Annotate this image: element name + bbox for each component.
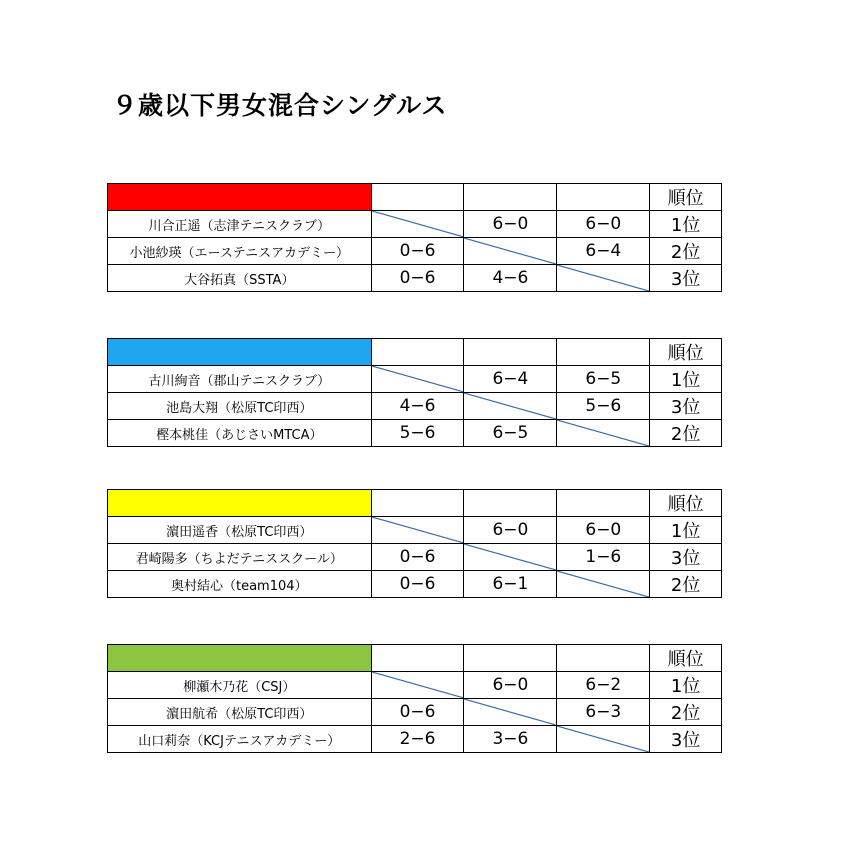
diagonal-line — [557, 571, 649, 597]
table-row — [108, 238, 722, 265]
table-header-row — [108, 645, 722, 672]
player-name: 池島大翔（松原TC印西） — [108, 393, 372, 420]
group-color-header — [108, 339, 372, 366]
self-match-diagonal-cell — [371, 366, 464, 393]
group-table-4 — [107, 644, 722, 749]
diagonal-line — [557, 726, 649, 752]
self-match-diagonal-cell — [371, 672, 464, 699]
match-score: 6−2 — [557, 672, 650, 699]
match-score: 6−0 — [464, 211, 557, 238]
player-rank: 3位 — [650, 393, 722, 420]
match-score: 6−0 — [464, 672, 557, 699]
diagonal-line — [557, 265, 649, 291]
round-robin-table — [107, 183, 722, 292]
self-match-diagonal-cell — [557, 571, 650, 598]
table-header-row — [108, 339, 722, 366]
match-score: 0−6 — [371, 238, 464, 265]
player-name: 君崎陽多（ちよだテニススクール） — [108, 544, 372, 571]
diagonal-line — [464, 393, 556, 419]
player-rank: 2位 — [650, 420, 722, 447]
page-title: ９歳以下男女混合シングルス — [112, 91, 448, 120]
player-rank: 1位 — [650, 517, 722, 544]
player-name: 柳瀬木乃花（CSJ） — [108, 672, 372, 699]
group-table-2 — [107, 338, 722, 443]
table-row — [108, 517, 722, 544]
match-score: 2−6 — [371, 726, 464, 753]
opponent-header-cell — [371, 645, 464, 672]
player-rank: 2位 — [650, 571, 722, 598]
table-header-row — [108, 490, 722, 517]
group-color-header — [108, 645, 372, 672]
match-score: 6−0 — [557, 517, 650, 544]
opponent-header-cell — [464, 490, 557, 517]
diagonal-line — [464, 699, 556, 725]
opponent-header-cell — [464, 184, 557, 211]
self-match-diagonal-cell — [464, 238, 557, 265]
match-score: 0−6 — [371, 544, 464, 571]
player-name: 小池紗瑛（エーステニスアカデミー） — [108, 238, 372, 265]
match-score: 6−1 — [464, 571, 557, 598]
diagonal-line — [372, 517, 464, 543]
match-score: 0−6 — [371, 265, 464, 292]
match-score: 3−6 — [464, 726, 557, 753]
opponent-header-cell — [371, 184, 464, 211]
player-name: 大谷拓真（SSTA） — [108, 265, 372, 292]
player-rank: 1位 — [650, 366, 722, 393]
diagonal-line — [464, 544, 556, 570]
round-robin-table — [107, 644, 722, 753]
match-score: 0−6 — [371, 699, 464, 726]
table-row — [108, 544, 722, 571]
table-row — [108, 699, 722, 726]
match-score: 6−3 — [557, 699, 650, 726]
table-header-row — [108, 184, 722, 211]
diagonal-line — [372, 211, 464, 237]
player-rank: 2位 — [650, 699, 722, 726]
match-score: 1−6 — [557, 544, 650, 571]
diagonal-line — [372, 366, 464, 392]
group-color-header — [108, 490, 372, 517]
self-match-diagonal-cell — [371, 517, 464, 544]
player-rank: 3位 — [650, 265, 722, 292]
player-name: 濵田遥香（松原TC印西） — [108, 517, 372, 544]
match-score: 4−6 — [464, 265, 557, 292]
match-score: 5−6 — [557, 393, 650, 420]
rank-header: 順位 — [650, 339, 722, 366]
rank-header: 順位 — [650, 490, 722, 517]
player-rank: 3位 — [650, 726, 722, 753]
match-score: 6−5 — [464, 420, 557, 447]
table-row — [108, 366, 722, 393]
self-match-diagonal-cell — [371, 211, 464, 238]
player-name: 川合正遥（志津テニスクラブ） — [108, 211, 372, 238]
round-robin-table — [107, 489, 722, 598]
player-rank: 2位 — [650, 238, 722, 265]
match-score: 6−5 — [557, 366, 650, 393]
self-match-diagonal-cell — [464, 393, 557, 420]
match-score: 0−6 — [371, 571, 464, 598]
table-row — [108, 393, 722, 420]
diagonal-line — [557, 420, 649, 446]
self-match-diagonal-cell — [557, 726, 650, 753]
table-row — [108, 571, 722, 598]
self-match-diagonal-cell — [464, 699, 557, 726]
table-row — [108, 211, 722, 238]
player-name: 樫本桃佳（あじさいMTCA） — [108, 420, 372, 447]
table-row — [108, 726, 722, 753]
player-name: 古川絢音（郡山テニスクラブ） — [108, 366, 372, 393]
player-rank: 3位 — [650, 544, 722, 571]
diagonal-line — [372, 672, 464, 698]
opponent-header-cell — [371, 490, 464, 517]
group-color-header — [108, 184, 372, 211]
opponent-header-cell — [557, 339, 650, 366]
table-row — [108, 672, 722, 699]
opponent-header-cell — [557, 645, 650, 672]
rank-header: 順位 — [650, 645, 722, 672]
match-score: 4−6 — [371, 393, 464, 420]
round-robin-table — [107, 338, 722, 447]
self-match-diagonal-cell — [464, 544, 557, 571]
opponent-header-cell — [557, 184, 650, 211]
match-score: 6−0 — [464, 517, 557, 544]
self-match-diagonal-cell — [557, 265, 650, 292]
match-score: 6−4 — [557, 238, 650, 265]
player-rank: 1位 — [650, 211, 722, 238]
player-rank: 1位 — [650, 672, 722, 699]
group-table-1 — [107, 183, 722, 288]
player-name: 濵田航希（松原TC印西） — [108, 699, 372, 726]
match-score: 6−0 — [557, 211, 650, 238]
opponent-header-cell — [464, 339, 557, 366]
player-name: 奥村結心（team104） — [108, 571, 372, 598]
match-score: 6−4 — [464, 366, 557, 393]
opponent-header-cell — [371, 339, 464, 366]
table-row — [108, 420, 722, 447]
opponent-header-cell — [557, 490, 650, 517]
table-row — [108, 265, 722, 292]
player-name: 山口莉奈（KCJテニスアカデミー） — [108, 726, 372, 753]
self-match-diagonal-cell — [557, 420, 650, 447]
opponent-header-cell — [464, 645, 557, 672]
diagonal-line — [464, 238, 556, 264]
group-table-3 — [107, 489, 722, 594]
match-score: 5−6 — [371, 420, 464, 447]
rank-header: 順位 — [650, 184, 722, 211]
